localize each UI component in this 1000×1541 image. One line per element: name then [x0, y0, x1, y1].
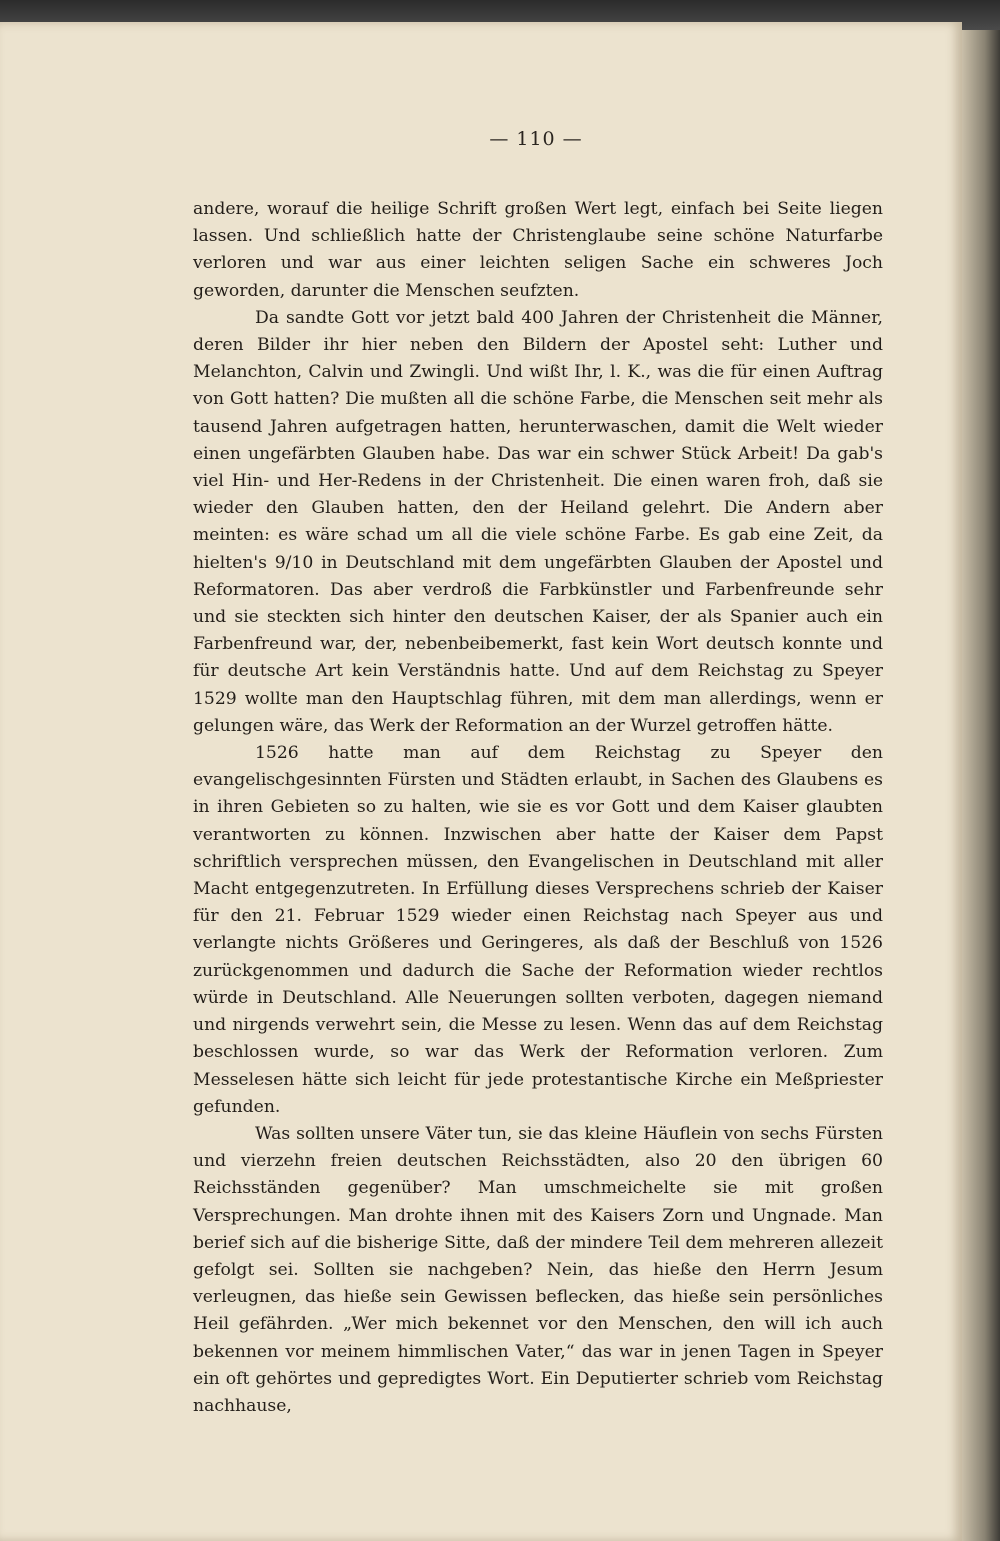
paragraph-1: andere, worauf die heilige Schrift großen Wert legt, einfach bei Seite liegen lassen. Und schließlich hatte der Christenglaube seine schöne Naturfarbe verloren und war aus einer leichten seligen Sache ein schweres Joch geworden, darunter die Menschen seufzten. [193, 199, 883, 301]
page-binding-edge [962, 30, 1000, 1541]
paragraph-3: 1526 hatte man auf dem Reichstag zu Speyer den evangelischgesinnten Fürsten und Städten erlaubt, in Sachen des Glaubens es in ihren Gebieten so zu halten, wie sie es vor Gott und dem Kaiser glaubten verantworten zu können. Inzwischen aber hatte der Kaiser dem Papst schriftlich versprechen müssen, den Evangelischen in Deutschland mit aller Macht entgegenzutreten. In Erfüllung dieses Versprechens schrieb der Kaiser für den 21. Februar 1529 wieder einen Reichstag nach Speyer aus und verlangte nichts Größeres und Geringeres, als daß der Beschluß von 1526 zurückgenommen und dadurch die Sache der Reformation wieder rechtlos würde in Deutschland. Alle Neuerungen sollten verboten, dagegen niemand und nirgends verwehrt sein, die Messe zu lesen. Wenn das auf dem Reichstag beschlossen wurde, so war das Werk der Reformation verloren. Zum Messelesen hätte sich leicht für jede protestantische Kirche ein Meßpriester gefunden. [193, 743, 883, 1117]
body-text [193, 196, 883, 1420]
paragraph-2: Da sandte Gott vor jetzt bald 400 Jahren der Christenheit die Männer, deren Bilder ihr hier neben den Bildern der Apostel seht: Luther und Melanchton, Calvin und Zwingli. Und wißt Ihr, l. K., was die für einen Auftrag von Gott hatten? Die mußten all die schöne Farbe, die Menschen seit mehr als tausend Jahren aufgetragen hatten, herunterwaschen, damit die Welt wieder einen ungefärbten Glauben habe. Das war ein schwer Stück Arbeit! Da gab's viel Hin- und Her-Redens in der Christenheit. Die einen waren froh, daß sie wieder den Glauben hatten, den der Heiland gelehrt. Die Andern aber meinten: es wäre schad um all die viele schöne Farbe. Es gab eine Zeit, da hielten's 9/10 in Deutschland mit dem ungefärbten Glauben der Apostel und Reformatoren. Das aber verdroß die Farbkünstler und Farbenfreunde sehr und sie steckten sich hinter den deutschen Kaiser, der als Spanier auch ein Farbenfreund war, der, nebenbeibemerkt, fast kein Wort deutsch konnte und für deutsche Art kein Verständnis hatte. Und auf dem Reichstag zu Speyer 1529 wollte man den Hauptschlag führen, mit dem man allerdings, wenn er gelungen wäre, das Werk der Reformation an der Wurzel getroffen hätte. [193, 307, 883, 736]
paragraph-4: Was sollten unsere Väter tun, sie das kleine Häuflein von sechs Fürsten und vierzehn freien deutschen Reichsstädten, also 20 den übrigen 60 Reichsständen gegenüber? Man umschmeichelte sie mit großen Versprechungen. Man drohte ihnen mit des Kaisers Zorn und Ungnade. Man berief sich auf die bisherige Sitte, daß der mindere Teil dem mehreren allezeit gefolgt sei. Sollten sie nachgeben? Nein, das hieße den Herrn Jesum verleugnen, das hieße sein Gewissen beflecken, das hieße sein persönliches Heil gefährden. „Wer mich bekennet vor den Menschen, den will ich auch bekennen vor meinem himmlischen Vater,“ das war in jenen Tagen in Speyer ein oft gehörtes und gepredigtes Wort. Ein Deputierter schrieb vom Reichstag nachhause, [193, 1123, 883, 1416]
page-number: — 110 — [489, 128, 583, 150]
